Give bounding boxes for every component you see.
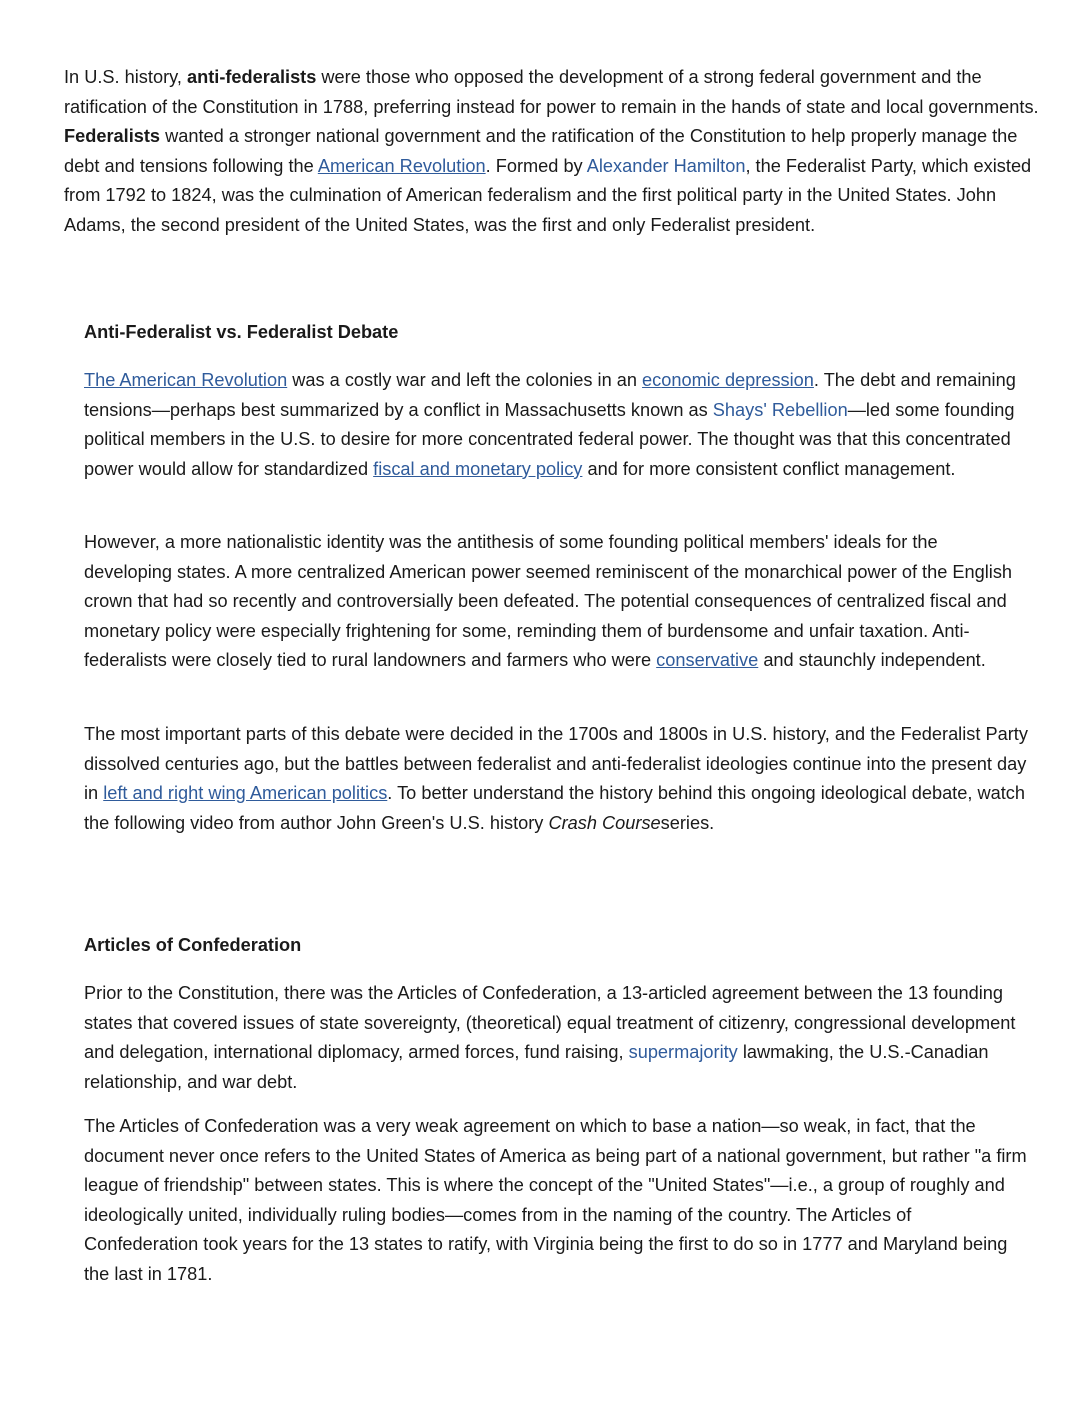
debate-paragraph-1 — [84, 366, 1029, 484]
shays-rebellion-link[interactable]: Shays' Rebellion — [712, 399, 848, 420]
crash-course-title: Crash Course — [548, 812, 661, 833]
the-american-revolution-link[interactable]: The American Revolution — [84, 370, 288, 390]
articles-p1-text-1: Prior to the Constitution, there was the Articles of Confederation, a 13-articled agreement between the 13 founding states that covered issues of state sovereignty, (theoretical) equal treatment of citizenry, congressional development and delegation, international diplomacy, armed forces, fund raising, — [84, 983, 1016, 1063]
articles-paragraph-2 — [84, 1112, 1029, 1290]
intro-text-2: were those who opposed the development of a strong federal government and the ratification of the Constitution in 1788, preferring instead for power to remain in the hands of state and local governments. — [64, 67, 1039, 117]
supermajority-link[interactable]: supermajority — [628, 1042, 738, 1063]
debate-p2-text-1: However, a more nationalistic identity was the antithesis of some founding political members' ideals for the developing states. A more centralized American power seemed reminiscent of the monarchical power of the English crown that had so recently and controversially been defeated. The potential consequences of centralized fiscal and monetary policy were especially frightening for some, reminding them of burdensome and unfair taxation. Anti-federalists were closely tied to rural landowners and farmers who were — [84, 532, 1013, 671]
debate-paragraph-3 — [84, 720, 1029, 838]
alexander-hamilton-link[interactable]: Alexander Hamilton — [586, 155, 746, 176]
intro-text-1: In U.S. history, — [64, 67, 187, 87]
articles-p1-text-2: lawmaking, the U.S.-Canadian relationship, and war debt. — [84, 1042, 989, 1092]
debate-paragraph-2 — [84, 528, 1029, 676]
conservative-link[interactable]: conservative — [656, 650, 759, 671]
intro-paragraph — [64, 63, 1039, 241]
articles-paragraph-1 — [84, 979, 1029, 1097]
debate-p2-text-2: and staunchly independent. — [758, 650, 986, 671]
section-heading-articles: Articles of Confederation — [84, 935, 302, 955]
anti-federalists-term: anti-federalists — [186, 67, 317, 87]
economic-depression-link[interactable]: economic depression — [642, 370, 814, 390]
debate-p1-text-2: . The debt and remaining tensions—perhaps best summarized by a conflict in Massachusetts known as — [84, 370, 1016, 420]
fiscal-and-monetary-policy-link[interactable]: fiscal and monetary policy — [373, 458, 583, 479]
debate-p1-text-4: and for more consistent conflict management. — [582, 458, 956, 479]
intro-text-5: , the Federalist Party, which existed from 1792 to 1824, was the culmination of American federalism and the first political party in the United States. John Adams, the second president of the United States, was the first and only Federalist president. — [64, 155, 1032, 235]
debate-p3-text-3: series. — [660, 812, 715, 833]
left-and-right-wing-politics-link[interactable]: left and right wing American politics — [103, 783, 388, 804]
federalists-term: Federalists — [64, 126, 161, 147]
intro-text-3: wanted a stronger national government and the ratification of the Constitution to help properly manage the debt and tensions following the — [64, 126, 1018, 176]
section-heading-debate: Anti-Federalist vs. Federalist Debate — [84, 322, 399, 342]
american-revolution-link[interactable]: American Revolution — [317, 155, 486, 176]
debate-p3-text-1: The most important parts of this debate were decided in the 1700s and 1800s in U.S. history, and the Federalist Party dissolved centuries ago, but the battles between federalist and anti-federalist ideologies continue into the present day in — [84, 724, 1028, 804]
debate-p3-text-2: . To better understand the history behind this ongoing ideological debate, watch the following video from author John Green's U.S. history — [84, 783, 1025, 833]
debate-p1-text-1: was a costly war and left the colonies in an — [287, 370, 643, 390]
intro-text-4: . Formed by — [485, 155, 587, 176]
articles-p2-text-1: The Articles of Confederation was a very weak agreement on which to base a nation—so weak, in fact, that the document never once refers to the United States of America as being part of a national government, but rather "a firm league of friendship" between states. This is where the concept of the "United States"—i.e., a group of roughly and ideologically united, individually ruling bodies—comes from in the naming of the country. The Articles of Confederation took years for the 13 states to ratify, with Virginia being the first to do so in 1777 and Maryland being the last in 1781. — [84, 1116, 1027, 1284]
debate-p1-text-3: —led some founding political members in the U.S. to desire for more concentrated federal power. The thought was that this concentrated power would allow for standardized — [84, 399, 1015, 479]
